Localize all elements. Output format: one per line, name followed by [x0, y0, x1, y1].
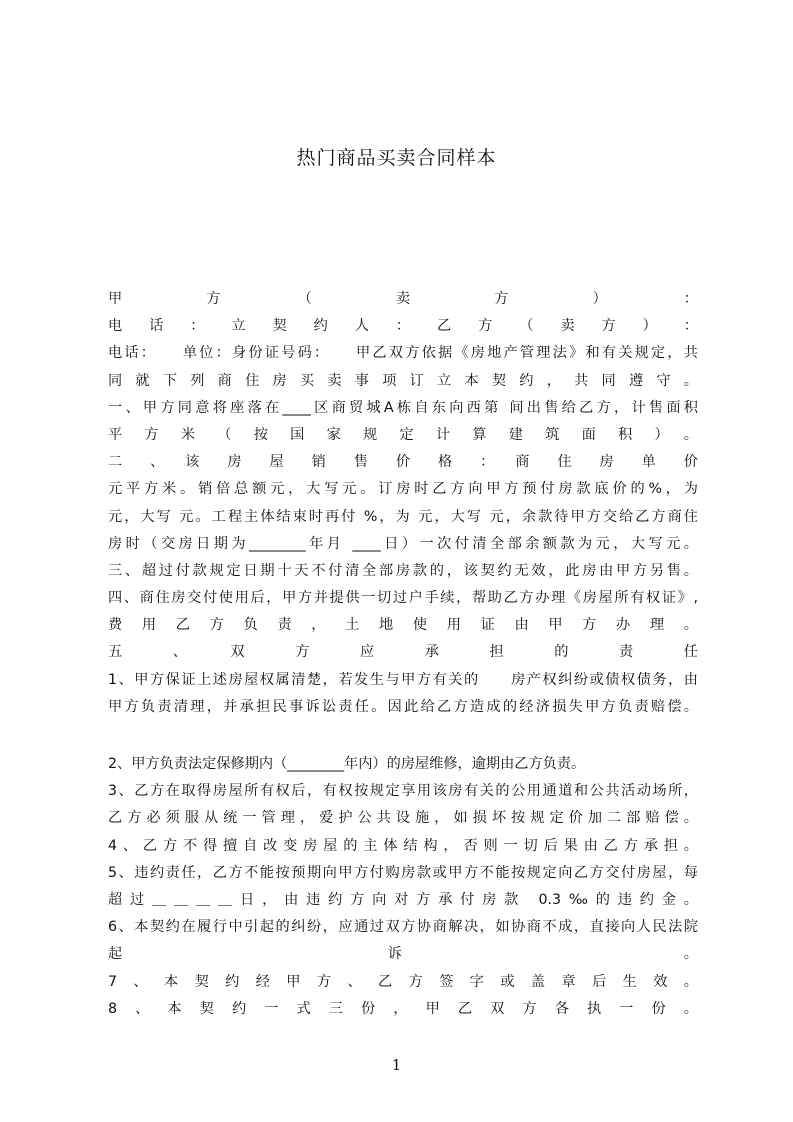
responsibility-1-line-2: 甲方负责清理，并承担民事诉讼责任。因此给乙方造成的经济损失甲方负责赔偿。 [108, 698, 698, 715]
clause-1-line-2: 平方米（按国家规定计算建筑面积）。 [108, 426, 698, 443]
clause-4-line-1: 四、商住房交付使用后，甲方并提供一切过户手续，帮助乙方办理《房屋所有权证》, [108, 590, 698, 607]
clause-2-line-1: 二 、 该 房 屋 销 售 价 格 ： 商 住 房 单 价 [108, 454, 698, 471]
responsibility-8-line: 8、本契约一式三份，甲乙双方各执一份。 [108, 1000, 698, 1017]
paragraph-gap [108, 721, 698, 751]
intro-line-1: 电话： 单位：身份证号码： 甲乙双方依据《房地产管理法》和有关规定，共 [108, 345, 698, 362]
party-a-line: 甲 方 （ 卖 方 ） ： [108, 291, 698, 307]
clause-2-line-4: 房时（交房日期为________年月 ____日）一次付清全部余额款为元，大写元。 [108, 535, 698, 552]
document-title: 热门商品买卖合同样本 [296, 147, 497, 169]
clause-5-heading: 五 、 双 方 应 承 担 的 责 任 [108, 644, 698, 661]
clause-2-line-2: 元平方米。销倍总额元，大写元。订房时乙方向甲方预付房款底价的%，为 [108, 481, 698, 498]
responsibility-3-line-2: 乙方必须服从统一管理，爱护公共设施，如损坏按规定价加二部赔偿。 [108, 810, 698, 827]
responsibility-6-line-1: 6、本契约在履行中引起的纠纷，应通过双方协商解决，如协商不成，直接向人民法院 [108, 919, 698, 936]
responsibility-7-line: 7、本契约经甲方、乙方签字或盖章后生效。 [108, 973, 698, 990]
phone-contract-party-line: 电 话 ： 立 契 约 人 ： 乙 方 （ 卖 方 ） ： [108, 318, 698, 335]
responsibility-3-line-1: 3、乙方在取得房屋所有权后，有权按规定享用该房有关的公用通道和公共活动场所， [108, 783, 698, 800]
clause-3-line: 三、超过付款规定日期十天不付清全部房款的，该契约无效，此房由甲方另售。 [108, 562, 698, 579]
clause-1-line-1: 一、甲方同意将座落在____区商贸城A栋自东向西第 间出售给乙方，计售面积 [108, 399, 698, 416]
responsibility-4-line: 4、乙方不得擅自改变房屋的主体结构，否则一切后果由乙方承担。 [108, 837, 698, 854]
contract-body [108, 286, 698, 1023]
responsibility-5-line-1: 5、违约责任，乙方不能按预期向甲方付购房款或甲方不能按规定向乙方交付房屋，每 [108, 864, 698, 881]
responsibility-6-line-2: 起 诉 。 [108, 946, 698, 963]
responsibility-1-line-1: 1、甲方保证上述房屋权属清楚，若发生与甲方有关的 房产权纠纷或债权债务，由 [108, 671, 698, 688]
clause-4-line-2: 费用乙方负责，土地使用证由甲方办理。 [108, 617, 698, 634]
page-number: 1 [391, 1056, 402, 1074]
responsibility-2-line: 2、甲方负责法定保修期内（________年内）的房屋维修，逾期由乙方负责。 [108, 756, 586, 772]
clause-2-line-3: 元，大写 元。工程主体结束时再付 %，为 元，大写 元，余款待甲方交给乙方商住 [108, 508, 698, 525]
intro-line-2: 同就下列商住房买卖事项订立本契约，共同遵守。 [108, 372, 698, 389]
responsibility-5-line-2: 超过＿＿＿＿日，由违约方向对方承付房款 0.3‰的违约金。 [108, 891, 698, 908]
